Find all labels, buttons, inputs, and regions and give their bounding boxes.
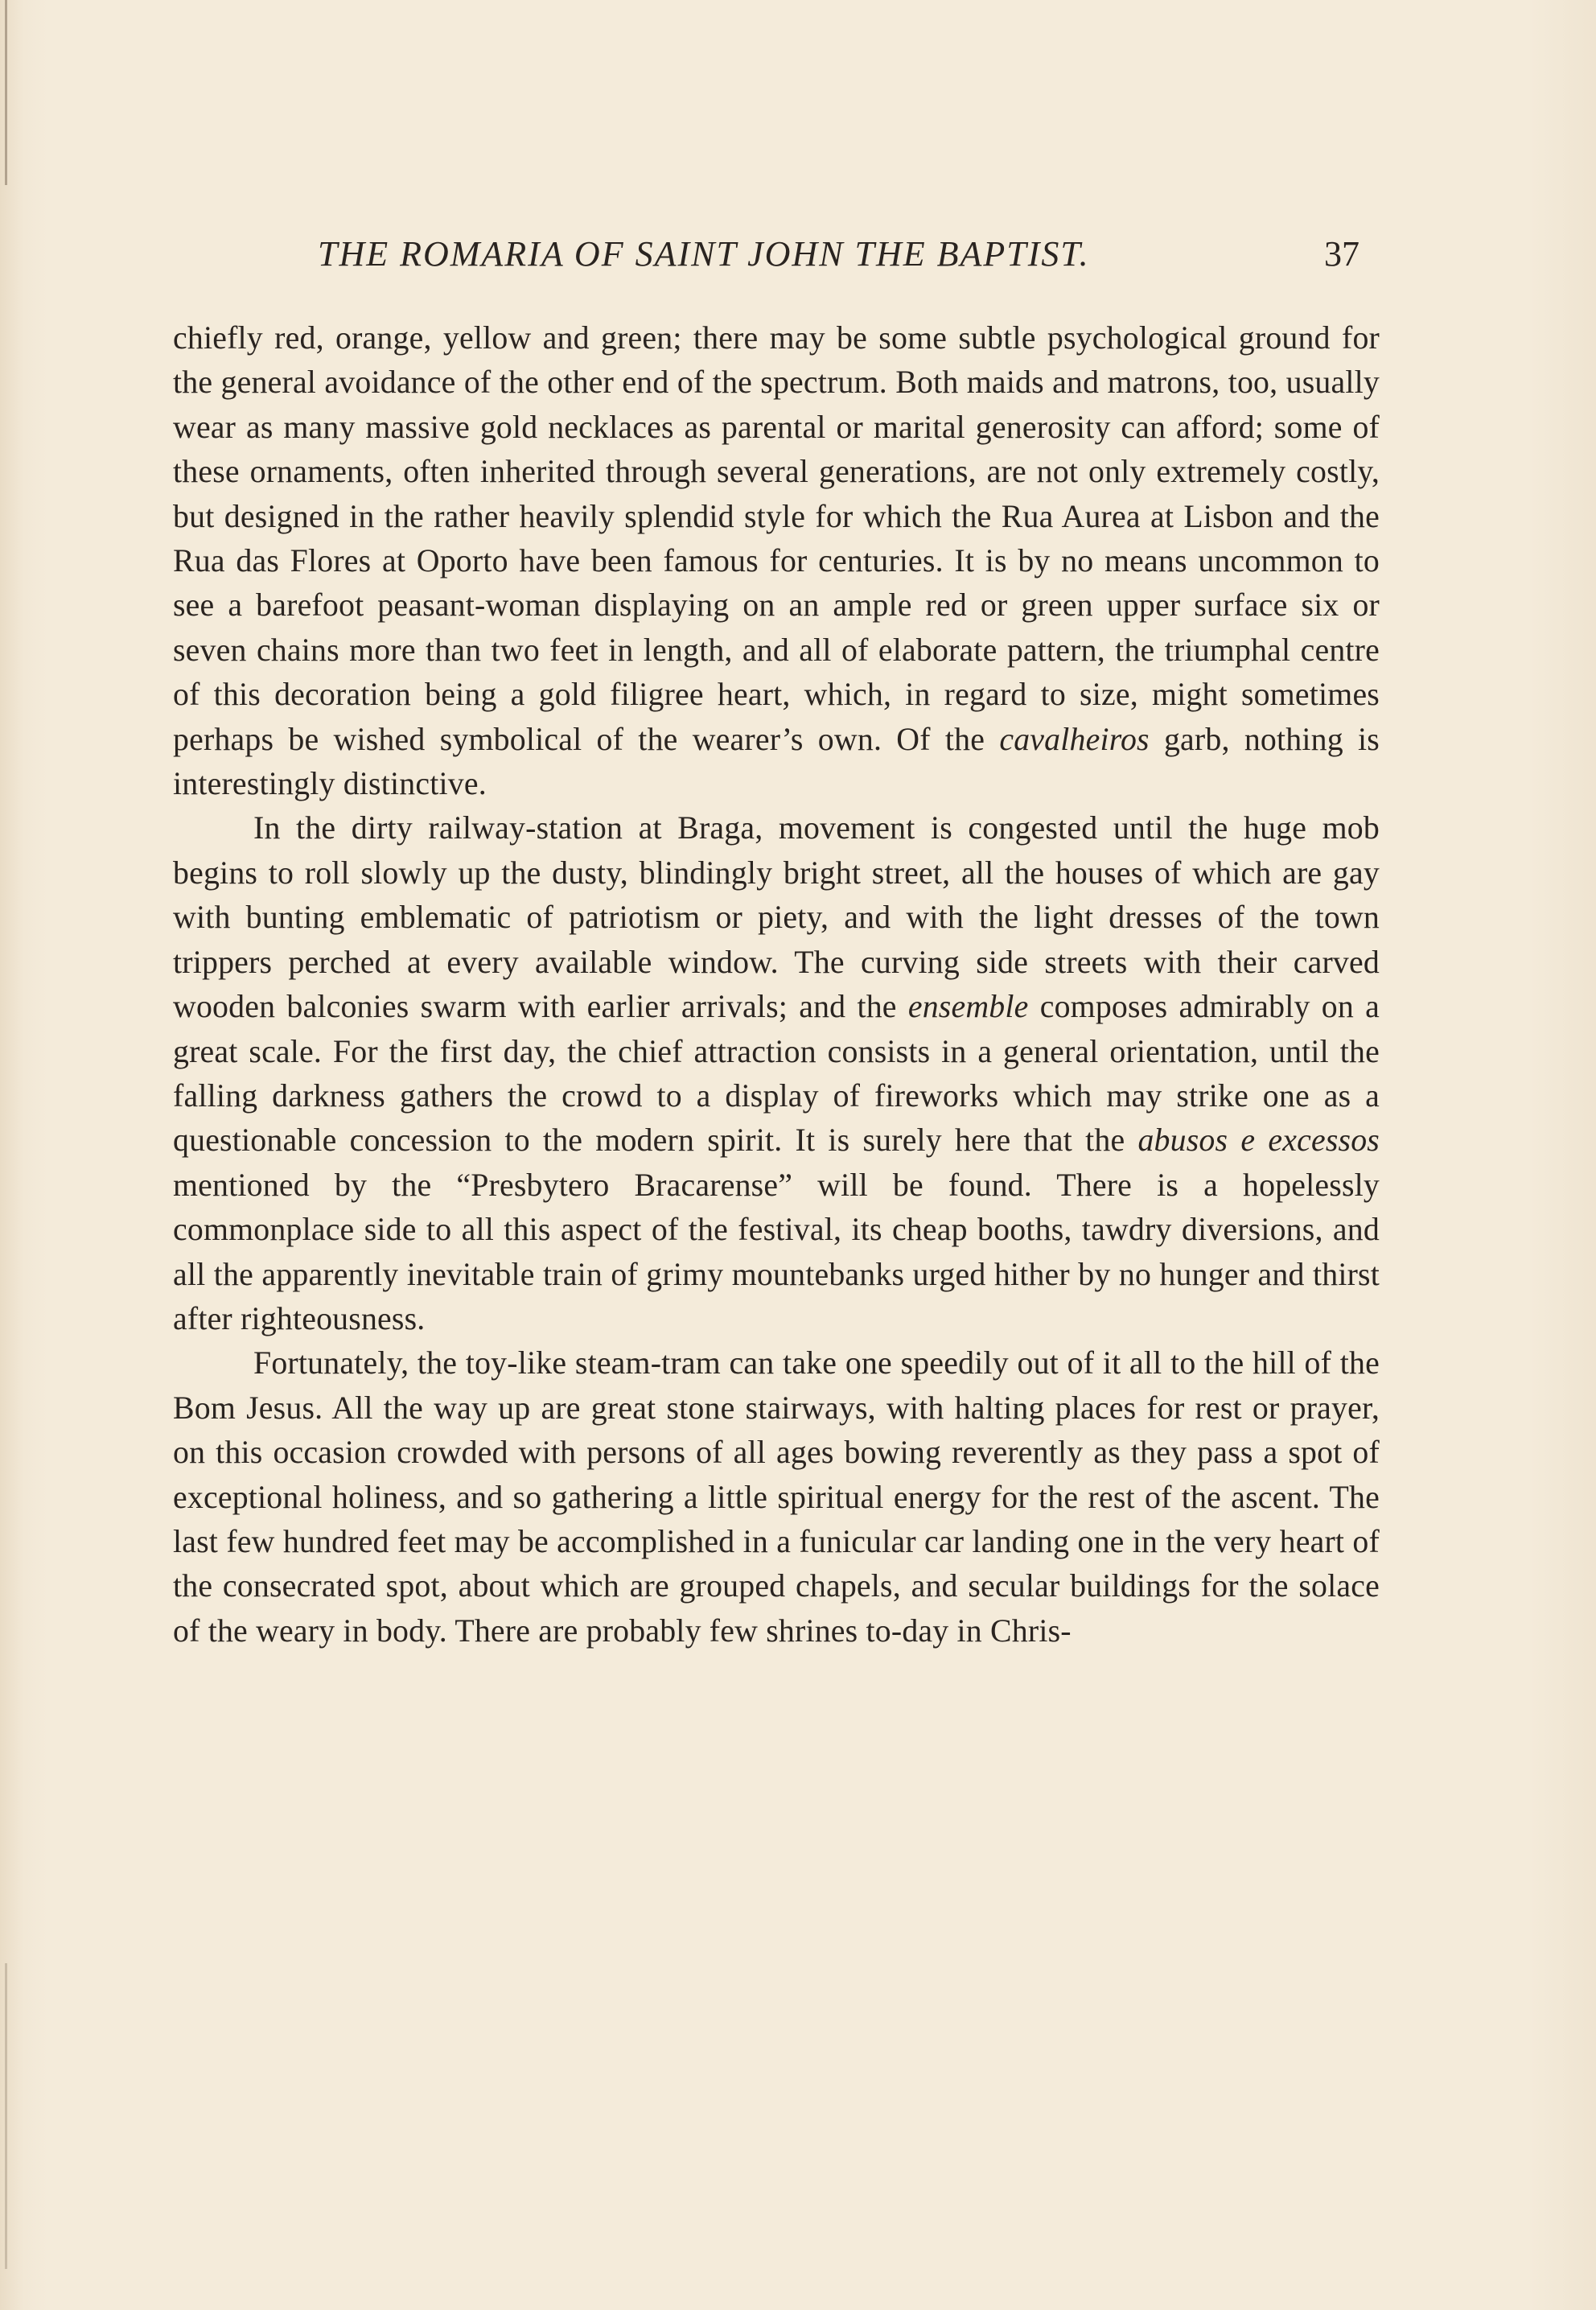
text-segment: mentioned by the “Presbytero Bracarense” will be found. There is a hopelessly commonplace side to all this aspect of the festival, its cheap booths, tawdry diversions, and all the apparently inevitable train of grimy mountebanks urged hither by no hunger and thirst after righteousness. [173, 1167, 1380, 1336]
page-edge-mark-lower [5, 1963, 7, 2269]
italic-term: cavalheiros [999, 721, 1150, 757]
paragraph-1 [173, 316, 1380, 806]
page-header [318, 233, 1380, 282]
paragraph-3 [173, 1341, 1380, 1653]
body-text [173, 316, 1380, 1653]
paragraph-2 [173, 806, 1380, 1341]
text-segment: garb, nothing is interestingly distinctive. [173, 721, 1380, 802]
page-edge-mark [5, 0, 7, 185]
italic-term: ensemble [907, 989, 1029, 1025]
text-segment: Fortunately, the toy-like steam-tram can take one speedily out of it all to the hill of the Bom Jesus. All the way up are great stone stairways, with halting places for rest or prayer, on this occasion crowded with persons of all ages bowing reverently as they pass a spot of exceptional holiness, and so gathering a little spiritual energy for the rest of the ascent. The last few hundred feet may be accomplished in a funicular car landing one in the very heart of the consecrated spot, about which are grouped chapels, and secular buildings for the solace of the weary in body. There are probably few shrines to-day in Chris- [173, 1345, 1380, 1649]
text-segment: In the dirty railway-station at Braga, movement is congested until the huge mob begins to roll slowly up the dusty, blindingly bright street, all the houses of which are gay with bunting emblematic of patriotism or piety, and with the light dresses of the town trippers perched at every available window. The curving side streets with their carved wooden balconies swarm with earlier arrivals; and the [173, 810, 1380, 1025]
page-number: 37 [1324, 234, 1359, 274]
text-segment: chiefly red, orange, yellow and green; there may be some subtle psychological ground for the general avoidance of the other end of the spectrum. Both maids and matrons, too, usually wear as many massive gold necklaces as parental or marital generosity can afford; some of these ornaments, often inherited through several generations, are not only extremely costly, but designed in the rather heavily splendid style for which the Rua Aurea at Lisbon and the Rua das Flores at Oporto have been famous for centuries. It is by no means uncommon to see a barefoot peasant-woman displaying on an ample red or green upper surface six or seven chains more than two feet in length, and all of elaborate pattern, the triumphal centre of this decoration being a gold filigree heart, which, in regard to size, might sometimes perhaps be wished symbolical of the wearer’s own. Of the [173, 320, 1380, 757]
italic-term: abusos e excessos [1137, 1122, 1380, 1159]
running-title: THE ROMARIA OF SAINT JOHN THE BAPTIST. [318, 234, 1090, 274]
text-segment: composes admirably on a great scale. For the first day, the chief attraction consists in a general orientation, until the falling darkness gathers the crowd to a display of fireworks which may strike one as a questionable concession to the modern spirit. It is surely here that the [173, 989, 1380, 1159]
